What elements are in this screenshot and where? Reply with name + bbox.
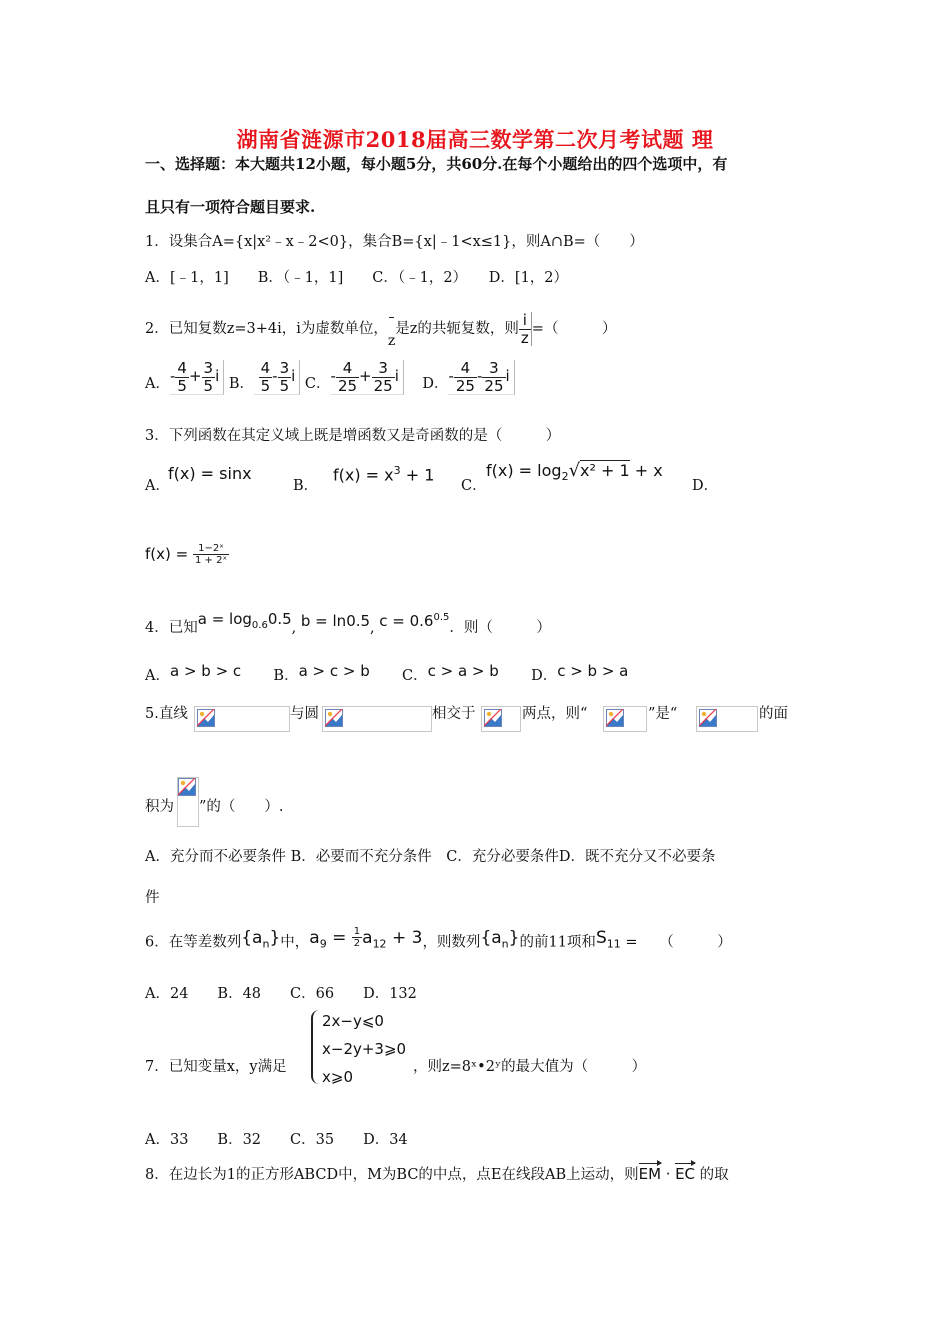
q5-text-4: 两点，则“ (522, 706, 588, 722)
section-heading-line1: 一、选择题：本大题共12小题，每小题5分，共60分.在每个小题给出的四个选项中，有 (145, 155, 728, 173)
q3-option-b-label: B． (293, 478, 319, 494)
q5-text-8: ”的（ ）. (199, 799, 284, 815)
q6-options: A．24 B．48 C．66 D．132 (145, 986, 417, 1002)
q2-options: A．- $\frac{4}{5}$ + $\frac{3}{5}$ i B． $\frac{4}{5}$ - $\frac{3}{5}$ i C．- $\frac{4}{25}$ + $\frac{3}{25}$ i D．- $\frac{4}{25}$ - $\frac{3}{25}$ i (145, 360, 515, 395)
q5-text-7: 积为 (145, 799, 174, 815)
q2-option-a: - $\frac{4}{5}$ + $\frac{3}{5}$ i (170, 360, 224, 395)
q5-condition-image (603, 706, 647, 732)
q3-option-a-label: A． (145, 478, 170, 494)
q3-option-c-label: C． (461, 478, 487, 494)
broken-image-icon (484, 709, 502, 727)
q5-points-image (481, 706, 521, 732)
q2-frac-i-over-z: $\frac{i}{z}$ (519, 312, 532, 346)
q3-option-c: $f(x) = \log_2√x^2 + 1 + x$ (486, 460, 663, 484)
q3-option-a: f(x) = sinx (168, 464, 252, 483)
q3-option-d-label: D． (692, 478, 719, 494)
q3-option-b: $f(x) = x^3 + 1$ (333, 464, 435, 485)
q3-stem: 3．下列函数在其定义域上既是增函数又是奇函数的是（ ） (145, 428, 561, 444)
q7-constraint-2: x−2y+3⩾0 (322, 1040, 407, 1058)
q5-text-6: 的面 (759, 706, 788, 722)
q5-circle-equation-image (322, 706, 432, 732)
broken-image-icon (325, 709, 343, 727)
section-heading-line2: 且只有一项符合题目要求. (145, 198, 316, 216)
q5-triangle-image (696, 706, 758, 732)
q4-options: A．a > b > c B．a > c > b C．c > a > b D．c > b > a (145, 662, 629, 684)
q7-stem-a: 7．已知变量x，y满足 (145, 1059, 287, 1075)
q6-stem: 6．在等差数列$\{a_n\}$中，$a_9$ = $\frac{1}{2}$ $a_{12} + 3$，则数列$\{a_n\}$的前11项和$S_{11}$ = （ ） (145, 926, 732, 951)
broken-image-icon (178, 778, 196, 796)
q5-text-3: 相交于 (432, 706, 476, 722)
q5-text-5: ”是“ (648, 706, 678, 722)
page-title: 湖南省涟源市2018届高三数学第二次月考试题 理 (236, 127, 714, 152)
q5-text-2: 与圆 (290, 706, 319, 722)
broken-image-icon (197, 709, 215, 727)
q4-stem: 4．已知$a = \log_{0.6}0.5$, b = ln0.5, $c = 0.6^{0.5}$．则（ ） (145, 610, 551, 636)
q5-area-image (177, 777, 199, 827)
q8-stem: 8．在边长为1的正方形ABCD中，M为BC的中点，点E在线段AB上运动，则EM · EC 的取 (145, 1165, 729, 1183)
q7-constraint-3: x⩾0 (322, 1068, 353, 1086)
q2-option-b: $\frac{4}{5}$ - $\frac{3}{5}$ i (254, 360, 300, 395)
q2-option-d: - $\frac{4}{25}$ - $\frac{3}{25}$ i (448, 360, 514, 395)
q7-constraint-1: 2x−y⩽0 (322, 1012, 384, 1030)
q5-options-line1: A．充分而不必要条件 B．必要而不充分条件 C．充分必要条件D．既不充分又不必要条 (145, 849, 716, 865)
q7-stem-b: ，则z=8ˣ•2ʸ的最大值为（ ） (413, 1059, 647, 1075)
q3-option-d: f(x) = $\frac{\text{1−2ˣ}}{\text{1 + 2ˣ}}$ (145, 543, 227, 566)
q2-stem: 2．已知复数z=3+4i，i为虚数单位， z是z的共轭复数，则 $\frac{i}{z}$ =（ ） (145, 311, 617, 349)
broken-image-icon (606, 709, 624, 727)
broken-image-icon (699, 709, 717, 727)
q5-text-1: 5.直线 (145, 706, 188, 722)
q5-line-equation-image (194, 706, 290, 732)
q1-options: A．[﹣1，1] B．（﹣1，1] C．（﹣1，2） D．[1，2） (145, 270, 569, 286)
q7-options: A．33 B．32 C．35 D．34 (145, 1132, 408, 1148)
q1-stem: 1．设集合A={x|x²﹣x﹣2<0}，集合B={x|﹣1<x≤1}，则A∩B=（ ） (145, 234, 644, 250)
q5-options-line2: 件 (145, 890, 160, 906)
q2-option-c: - $\frac{4}{25}$ + $\frac{3}{25}$ i (331, 360, 404, 395)
